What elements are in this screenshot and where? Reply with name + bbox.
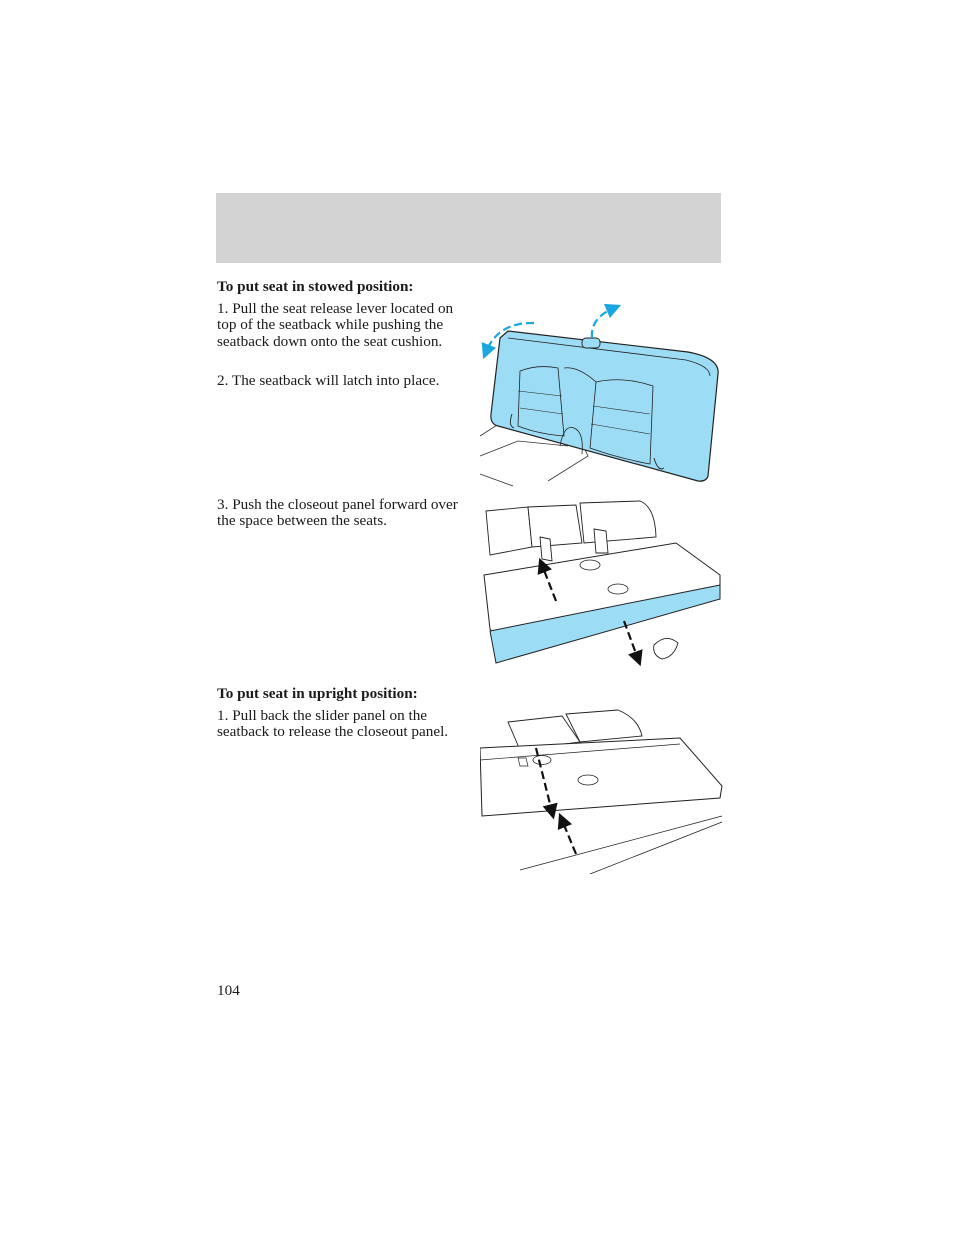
- closeout-panel-illustration: [480, 497, 724, 669]
- upright-heading: To put seat in upright position:: [217, 685, 418, 702]
- seatback-fold-illustration: [478, 296, 724, 492]
- page-number: 104: [217, 982, 240, 999]
- stowed-step-2: 2. The seatback will latch into place.: [217, 372, 440, 389]
- push-arrow-down: [624, 621, 638, 659]
- slider-arrow-up: [562, 820, 576, 854]
- section-header-band: [216, 193, 721, 263]
- upright-step-1: 1. Pull back the slider panel on the seatback to release the closeout panel.: [217, 707, 449, 741]
- stowed-step-3: 3. Push the closeout panel forward over the space between the seats.: [217, 496, 458, 530]
- seatback-panel: [491, 331, 718, 481]
- slider-panel-illustration: [480, 708, 724, 874]
- stowed-step-1: 1. Pull the seat release lever located on top of the seatback while pushing the seatback down onto the seat cushion.: [217, 300, 454, 350]
- seat-release-lever: [582, 338, 600, 348]
- stowed-heading: To put seat in stowed position:: [217, 278, 414, 295]
- release-arrow: [592, 308, 614, 338]
